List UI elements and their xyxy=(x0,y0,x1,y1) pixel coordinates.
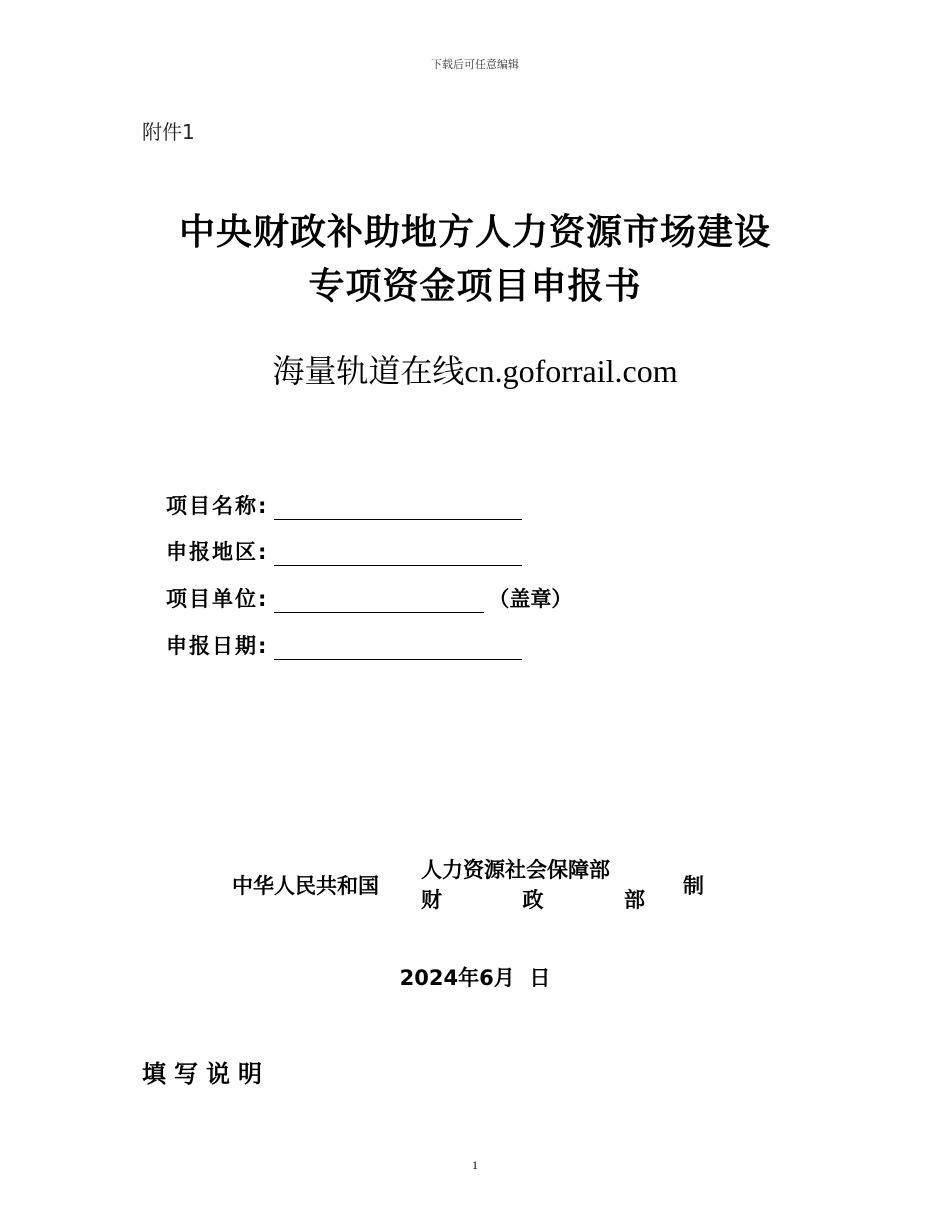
unit-blank[interactable] xyxy=(274,590,484,613)
site-name: 海量轨道在线 xyxy=(272,352,465,390)
finance-char-2: 政 xyxy=(522,888,544,912)
unit-label: 项目单位: xyxy=(166,587,269,611)
date-field xyxy=(166,630,522,660)
region-field xyxy=(166,536,522,566)
page-header-note: 下载后可任意编辑 xyxy=(431,58,519,71)
issuer-department-finance xyxy=(421,884,645,914)
issue-date: 2024年6月 日 xyxy=(399,966,551,990)
unit-field xyxy=(166,583,572,613)
site-watermark-line xyxy=(0,346,950,392)
region-label: 申报地区: xyxy=(166,540,269,564)
section-heading: 填写说明 xyxy=(142,1060,270,1088)
page-number: 1 xyxy=(472,1158,478,1172)
stamp-note: （盖章） xyxy=(488,587,573,611)
finance-char-3: 部 xyxy=(624,888,645,912)
project-name-field xyxy=(166,490,522,520)
issuer-country: 中华人民共和国 xyxy=(232,874,379,898)
date-label: 申报日期: xyxy=(166,634,269,658)
issuer-department-hrss: 人力资源社会保障部 xyxy=(421,858,610,882)
site-url: cn.goforrail.com xyxy=(464,353,678,389)
project-name-blank[interactable] xyxy=(274,497,522,520)
issuer-suffix: 制 xyxy=(683,874,704,898)
attachment-label: 附件1 xyxy=(142,120,195,144)
project-name-label: 项目名称: xyxy=(166,494,269,518)
document-title-line-1: 中央财政补助地方人力资源市场建设 xyxy=(178,212,771,253)
region-blank[interactable] xyxy=(274,543,522,566)
date-blank[interactable] xyxy=(274,637,522,660)
document-title-line-2: 专项资金项目申报书 xyxy=(308,266,642,307)
finance-char-1: 财 xyxy=(421,888,442,912)
